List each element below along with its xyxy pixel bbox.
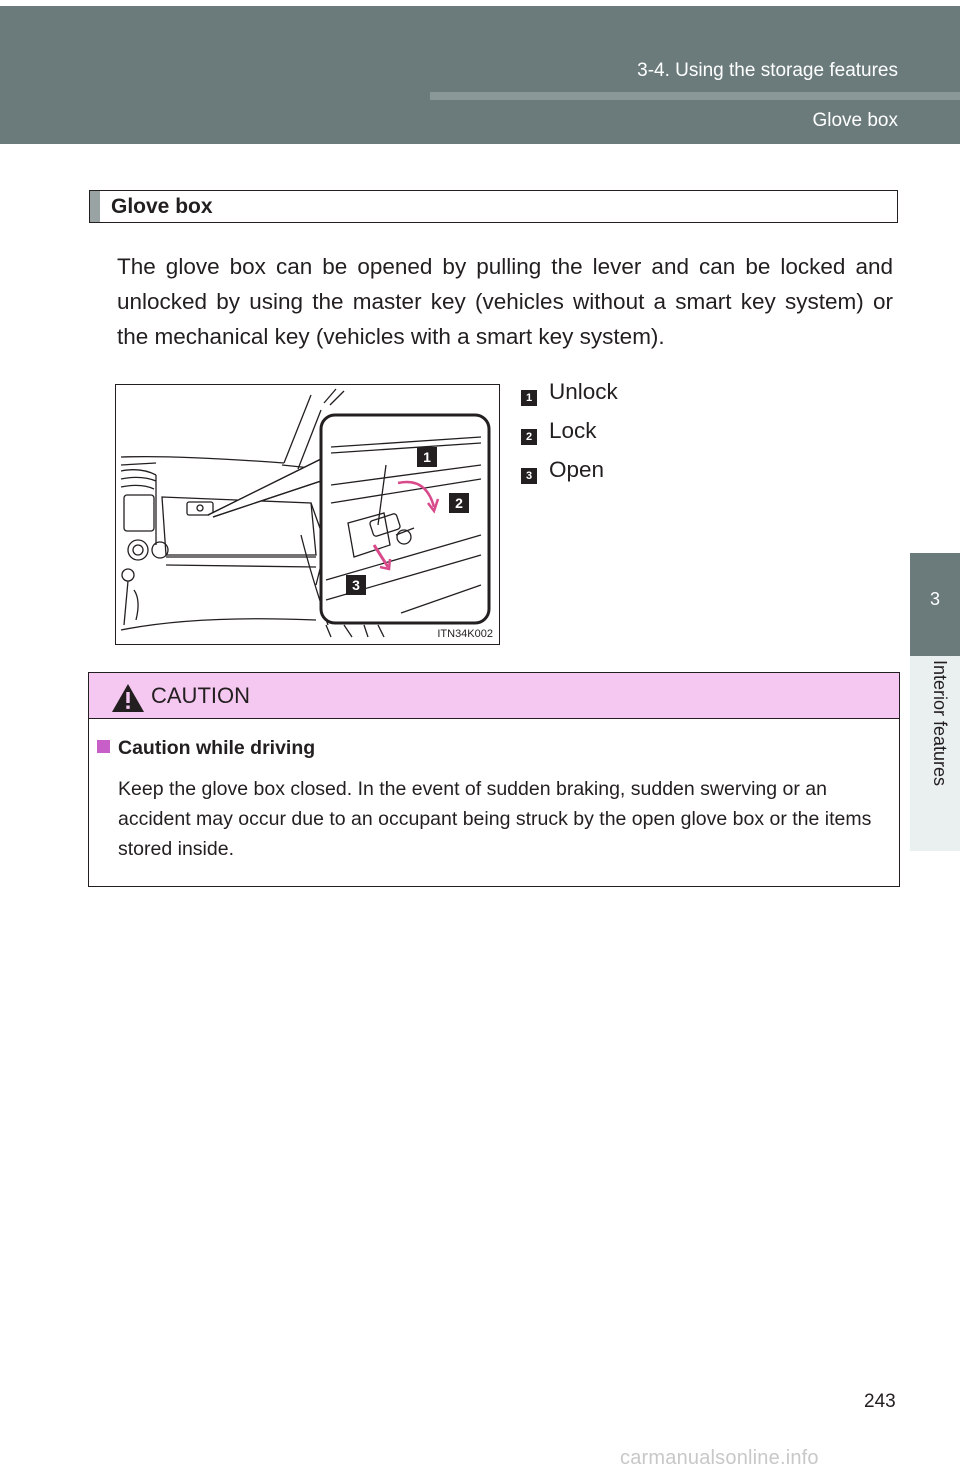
header-rule xyxy=(430,92,960,100)
caution-header xyxy=(89,673,899,719)
page-number: 243 xyxy=(864,1391,896,1412)
body-paragraph: The glove box can be opened by pulling the lever and can be locked and unlocked by using the master key (vehicles without a smart key system) or the mechanical key (vehicles with a smart key system). xyxy=(117,254,893,349)
callout-2-number: 2 xyxy=(455,495,463,511)
legend-label: Unlock xyxy=(549,379,618,404)
subsection-title: Glove box xyxy=(812,110,898,131)
legend-marker: 1 xyxy=(521,390,537,406)
caution-text: Keep the glove box closed. In the event of sudden braking, sudden swerving or an accident may occur due to an occupant being struck by the open glove box or the items stored inside. xyxy=(118,778,872,860)
caution-box xyxy=(88,672,900,887)
chapter-tab-label-wrap xyxy=(930,660,950,850)
chapter-tab-number: 3 xyxy=(929,589,940,609)
watermark: carmanualsonline.info xyxy=(620,1447,819,1469)
chapter-tab-label: Interior features xyxy=(930,660,950,787)
legend-marker: 2 xyxy=(521,429,537,445)
glove-box-illustration xyxy=(115,384,500,645)
caution-title: CAUTION xyxy=(151,683,250,708)
legend-label: Lock xyxy=(549,418,597,443)
caution-subheading-text: Caution while driving xyxy=(118,737,316,759)
legend-label: Open xyxy=(549,457,605,482)
square-bullet-icon xyxy=(97,740,110,753)
chapter-title: 3-4. Using the storage features xyxy=(637,60,898,81)
dashboard-drawing xyxy=(116,385,500,645)
callout-1-number: 1 xyxy=(423,449,431,465)
page-header xyxy=(0,6,960,144)
chapter-tab xyxy=(910,553,960,656)
figure-code: ITN34K002 xyxy=(437,628,493,640)
caution-subheading xyxy=(97,737,315,760)
warning-triangle-icon xyxy=(111,683,145,713)
legend-marker: 3 xyxy=(521,468,537,484)
section-heading-text: Glove box xyxy=(111,195,213,218)
section-heading xyxy=(89,190,898,223)
callout-3-number: 3 xyxy=(352,577,360,593)
section-heading-bar xyxy=(90,191,100,222)
